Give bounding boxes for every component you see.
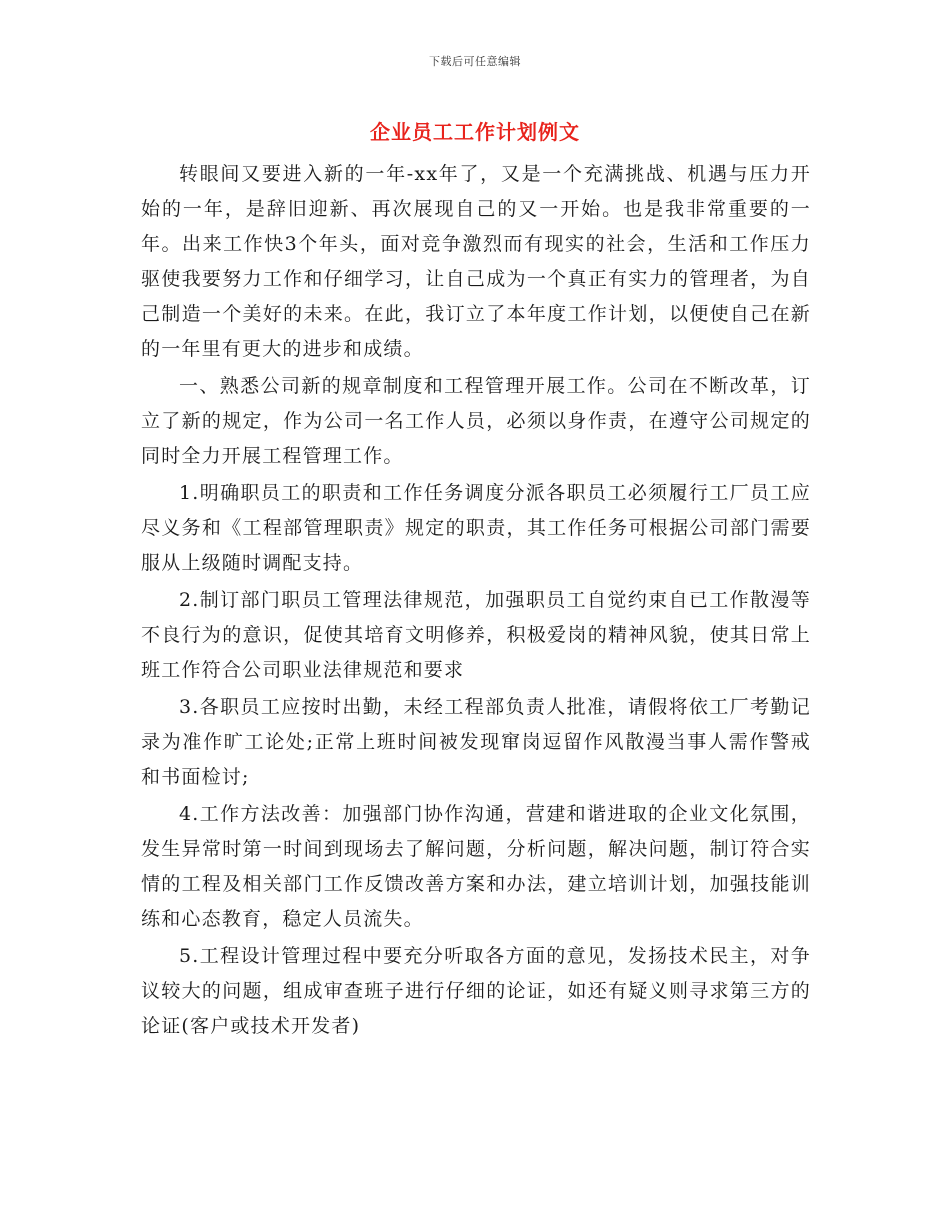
document-title: 企业员工工作计划例文 bbox=[370, 120, 580, 144]
paragraph-intro: 转眼间又要进入新的一年-xx年了，又是一个充满挑战、机遇与压力开始的一年，是辞旧迎新、再次展现自己的又一开始。也是我非常重要的一年。出来工作快3个年头，面对竞争激烈而有现实的社会，生活和工作压力驱使我要努力工作和仔细学习，让自己成为一个真正有实力的管理者，为自己制造一个美好的未来。在此，我订立了本年度工作计划，以便使自己在新的一年里有更大的进步和成绩。 bbox=[141, 163, 811, 360]
paragraph-item-2: 2.制订部门职员工管理法律规范，加强职员工自觉约束自已工作散漫等不良行为的意识，促使其培育文明修养，积极爱岗的精神风貌，使其日常上班工作符合公司职业法律规范和要求 bbox=[141, 589, 811, 681]
paragraph-item-1: 1.明确职员工的职责和工作任务调度分派各职员工必须履行工厂员工应尽义务和《工程部管理职责》规定的职责，其工作任务可根据公司部门需要服从上级随时调配支持。 bbox=[141, 482, 811, 574]
paragraph-item-4: 4.工作方法改善：加强部门协作沟通，营建和谐进取的企业文化氛围，发生异常时第一时间到现场去了解问题，分析问题，解决问题，制订符合实情的工程及相关部门工作反馈改善方案和办法，建立培训计划，加强技能训练和心态教育，稳定人员流失。 bbox=[141, 803, 811, 930]
page-header: 下载后可任意编辑 bbox=[429, 55, 521, 68]
paragraph-item-3: 3.各职员工应按时出勤，未经工程部负责人批准，请假将依工厂考勤记录为准作旷工论处;正常上班时间被发现窜岗逗留作风散漫当事人需作警戒和书面检讨; bbox=[141, 696, 811, 788]
paragraph-item-5: 5.工程设计管理过程中要充分听取各方面的意见，发扬技术民主，对争议较大的问题，组成审查班子进行仔细的论证，如还有疑义则寻求第三方的论证(客户或技术开发者) bbox=[141, 945, 811, 1037]
paragraph-section-one: 一、熟悉公司新的规章制度和工程管理开展工作。公司在不断改革，订立了新的规定，作为公司一名工作人员，必须以身作责，在遵守公司规定的同时全力开展工程管理工作。 bbox=[141, 375, 811, 467]
document-body bbox=[141, 157, 811, 1044]
